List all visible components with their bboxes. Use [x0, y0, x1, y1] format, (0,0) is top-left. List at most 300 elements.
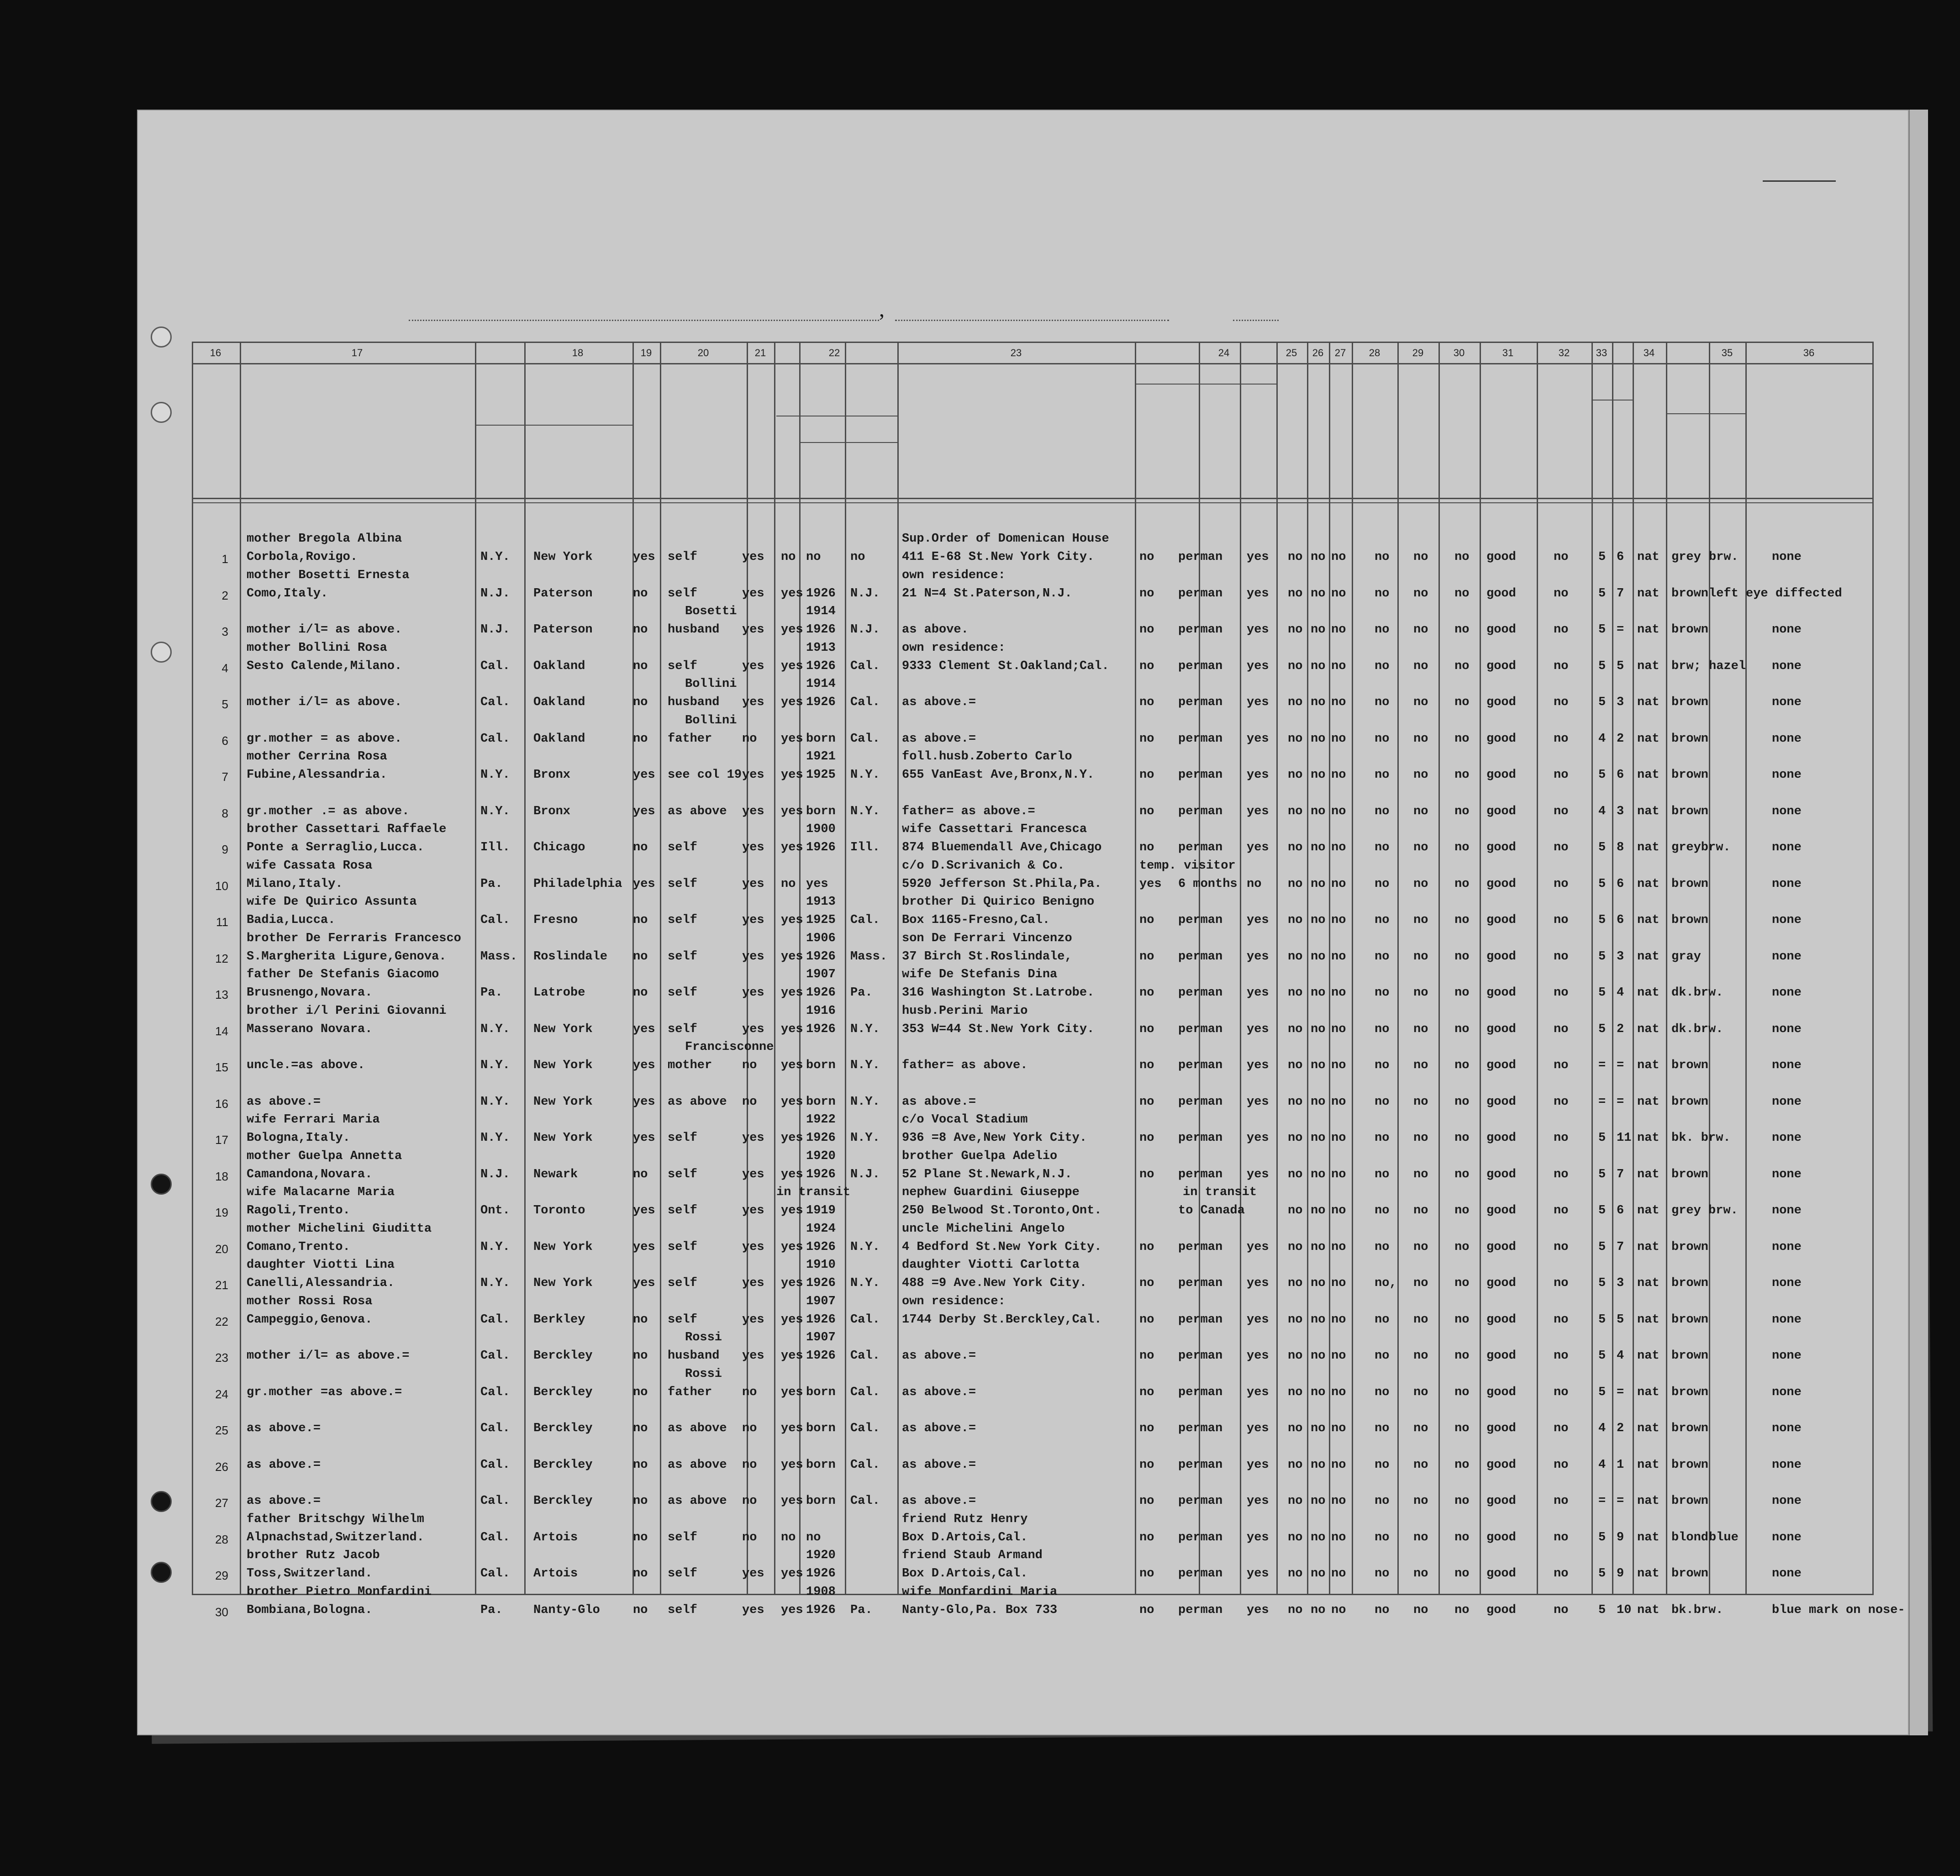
cell-before: yes — [781, 768, 803, 782]
column-number: 24 — [1218, 347, 1230, 358]
cell-paid: husband — [668, 1349, 720, 1363]
cell-paid: self — [668, 1567, 697, 1581]
column-number: 20 — [697, 347, 709, 358]
cell-c26: no — [1311, 659, 1326, 673]
cell-where: N.Y. — [850, 1276, 880, 1290]
cell-c28: no — [1375, 1603, 1390, 1617]
cell-inches: 6 — [1617, 550, 1624, 564]
column-number: 31 — [1502, 347, 1514, 358]
column-rule — [1240, 342, 1241, 1595]
cell-marks: none — [1772, 623, 1802, 637]
cell-inches: 2 — [1617, 1022, 1624, 1036]
cell-inches: = — [1617, 1059, 1624, 1072]
cell-c25: no — [1288, 1385, 1303, 1399]
cell-period: 1919 — [806, 1204, 836, 1217]
joining-address: father= as above.= — [902, 804, 1035, 818]
column-rule — [1329, 342, 1330, 1595]
relative-name: brother Cassettari Raffaele — [247, 822, 447, 836]
cell-state: N.Y. — [480, 1095, 510, 1109]
cell-health: good — [1486, 1167, 1516, 1181]
cell-eyes: hazel — [1709, 659, 1746, 673]
cell-hair: brown — [1671, 1167, 1709, 1181]
cell-before: yes — [781, 732, 803, 746]
cell-paid: mother — [668, 1059, 712, 1072]
cell-ticket: yes — [633, 877, 655, 891]
cell-p2: perman — [1178, 1095, 1223, 1109]
cell-period: 1926 — [806, 949, 836, 964]
joining-relative: own residence: — [902, 641, 1006, 655]
cell-p3: yes — [1247, 623, 1269, 637]
cell-c25: no — [1288, 1312, 1303, 1327]
cell-c29: no — [1413, 1567, 1428, 1581]
cell-fifty: yes — [742, 659, 764, 673]
cell-state: Pa. — [480, 986, 503, 1000]
relative-name: brother i/l Perini Giovanni — [247, 1004, 447, 1018]
cell-c30: no — [1454, 550, 1470, 564]
cell-city: Berckley — [533, 1385, 593, 1399]
cell-period: 1926 — [806, 1567, 836, 1581]
cell-c26: no — [1311, 877, 1326, 891]
cell-marks: none — [1772, 1095, 1802, 1109]
cell-where: N.J. — [850, 1167, 880, 1181]
cell-c29: no — [1413, 1422, 1428, 1435]
cell-c25: no — [1288, 1095, 1303, 1109]
cell-deformed: no — [1554, 623, 1569, 637]
cell-p2: perman — [1178, 1167, 1223, 1181]
cell-state: Cal. — [480, 1312, 510, 1327]
paid-by-note: Rossi — [685, 1331, 722, 1344]
cell-fifty: yes — [742, 1131, 764, 1145]
header-bottom-rule2 — [192, 502, 1872, 503]
cell-fifty: yes — [742, 1567, 764, 1581]
cell-period: 1926 — [806, 1131, 836, 1145]
cell-c26: no — [1311, 1167, 1326, 1181]
paid-by-note: Rossi — [685, 1367, 722, 1381]
relative-name: brother De Ferraris Francesco — [247, 931, 461, 945]
cell-p2: perman — [1178, 949, 1223, 964]
cell-hair: brown — [1671, 1422, 1709, 1435]
cell-hair: brown — [1671, 1312, 1709, 1327]
cell-c25: no — [1288, 586, 1303, 601]
cell-ticket: no — [633, 732, 648, 746]
cell-c30: no — [1454, 1240, 1470, 1254]
joining-relative: husb.Perini Mario — [902, 1004, 1028, 1018]
cell-c29: no — [1413, 1131, 1428, 1145]
cell-where: Cal. — [850, 1422, 880, 1435]
cell-c26: no — [1311, 1567, 1326, 1581]
cell-hair: brown — [1671, 804, 1709, 818]
cell-deformed: no — [1554, 804, 1569, 818]
cell-complexion: nat — [1637, 1276, 1660, 1290]
transit-note: in transit — [1183, 1186, 1257, 1199]
row-number: 21 — [215, 1278, 228, 1292]
cell-c25: no — [1288, 913, 1303, 927]
cell-health: good — [1486, 1312, 1516, 1327]
column-rule — [1709, 342, 1710, 1595]
cell-fifty: no — [742, 1530, 757, 1544]
binder-hole — [151, 327, 172, 348]
cell-marks: none — [1772, 913, 1802, 927]
cell-c27: no — [1331, 1422, 1346, 1435]
cell-fifty: yes — [742, 623, 764, 637]
cell-c26: no — [1311, 1276, 1326, 1290]
cell-city: Paterson — [533, 586, 593, 601]
cell-fifty: yes — [742, 986, 764, 1000]
cell-deformed: no — [1554, 696, 1569, 709]
binder-hole — [151, 1174, 172, 1195]
cell-c28: no — [1375, 841, 1390, 854]
cell-c26: no — [1311, 804, 1326, 818]
cell-c25: no — [1288, 623, 1303, 637]
cell-p2: perman — [1178, 1530, 1223, 1544]
cell-city: New York — [533, 1131, 593, 1145]
cell-c27: no — [1331, 1349, 1346, 1363]
cell-hair: brown — [1671, 1095, 1709, 1109]
relative-address: Brusnengo,Novara. — [247, 986, 373, 1000]
hdr-inches — [1614, 441, 1633, 495]
cell-fifty: yes — [742, 1022, 764, 1036]
cell-complexion: nat — [1637, 913, 1660, 927]
cell-ticket: no — [633, 696, 648, 709]
relative-name: wife Cassata Rosa — [247, 859, 373, 873]
cell-feet: = — [1598, 1095, 1606, 1109]
colnum-rule — [192, 363, 1872, 364]
cell-state: N.Y. — [480, 1276, 510, 1290]
cell-state: N.J. — [480, 623, 510, 637]
cell-city: Toronto — [533, 1204, 585, 1217]
row-number: 22 — [215, 1314, 228, 1328]
cell-period: 1926 — [806, 1276, 836, 1290]
cell-marks: none — [1772, 1422, 1802, 1435]
cell-before: yes — [781, 1276, 803, 1290]
relative-address: Bologna,Italy. — [247, 1131, 350, 1145]
cell-p3: yes — [1247, 550, 1269, 564]
cell-c30: no — [1454, 1530, 1470, 1544]
cell-c26: no — [1311, 1458, 1326, 1472]
row-number: 29 — [215, 1569, 228, 1582]
cell-period: born — [806, 1095, 836, 1109]
cell-c26: no — [1311, 913, 1326, 927]
cell-p1: no — [1139, 913, 1154, 927]
cell-deformed: no — [1554, 1422, 1569, 1435]
column-rule — [1612, 342, 1613, 1595]
cell-paid: father — [668, 732, 712, 746]
relative-name: father De Stefanis Giacomo — [247, 968, 439, 981]
cell-p1: no — [1139, 1059, 1154, 1072]
cell-inches: = — [1617, 1095, 1624, 1109]
cell-before: yes — [781, 949, 803, 964]
cell-health: good — [1486, 1095, 1516, 1109]
cell-c25: no — [1288, 1131, 1303, 1145]
joining-address: Nanty-Glo,Pa. Box 733 — [902, 1603, 1058, 1617]
cell-ticket: no — [633, 623, 648, 637]
column-rule — [1307, 342, 1308, 1595]
row-number: 18 — [215, 1169, 228, 1183]
paid-by-note: Bosetti — [685, 605, 737, 618]
cell-c27: no — [1331, 1131, 1346, 1145]
joining-address: 936 =8 Ave,New York City. — [902, 1131, 1087, 1145]
joining-relative: c/o D.Scrivanich & Co. — [902, 859, 1065, 873]
cell-c26: no — [1311, 1312, 1326, 1327]
cell-marks: none — [1772, 659, 1802, 673]
cell-feet: 4 — [1598, 1458, 1606, 1472]
row-number: 24 — [215, 1387, 228, 1401]
cell-complexion: nat — [1637, 1494, 1660, 1508]
cell-inches: 7 — [1617, 1167, 1624, 1181]
cell-health: good — [1486, 1530, 1516, 1544]
cell-c25: no — [1288, 1167, 1303, 1181]
column-number: 23 — [1010, 347, 1022, 358]
cell-p1: no — [1139, 1422, 1154, 1435]
cell-marks: none — [1772, 877, 1802, 891]
cell-c29: no — [1413, 1059, 1428, 1072]
cell-city: New York — [533, 1095, 593, 1109]
cell-period: 1926 — [806, 659, 836, 673]
cell-p3: yes — [1247, 1603, 1269, 1617]
cell-paid: self — [668, 1167, 697, 1181]
previous-year: 1916 — [806, 1004, 836, 1018]
row-number: 8 — [221, 806, 228, 820]
cell-c29: no — [1413, 659, 1428, 673]
cell-c27: no — [1331, 1603, 1346, 1617]
cell-where: N.J. — [850, 586, 880, 601]
cell-c28: no — [1375, 1494, 1390, 1508]
cell-where: Cal. — [850, 1349, 880, 1363]
column-rule — [1352, 342, 1353, 1595]
cell-inches: = — [1617, 1494, 1624, 1508]
cell-city: Berckley — [533, 1349, 593, 1363]
cell-paid: self — [668, 1204, 697, 1217]
cell-c27: no — [1331, 1494, 1346, 1508]
cell-p2: perman — [1178, 804, 1223, 818]
cell-state: Pa. — [480, 877, 503, 891]
cell-c29: no — [1413, 1312, 1428, 1327]
header-sub-rule — [475, 425, 632, 426]
cell-health: good — [1486, 623, 1516, 637]
cell-c29: no — [1413, 1022, 1428, 1036]
cell-p2: to Canada — [1178, 1204, 1245, 1217]
row-number: 2 — [221, 588, 228, 602]
row-number: 9 — [221, 843, 228, 856]
cell-p2: perman — [1178, 1567, 1223, 1581]
cell-deformed: no — [1554, 1567, 1569, 1581]
cell-p3: yes — [1247, 913, 1269, 927]
cell-paid: as above — [668, 1095, 727, 1109]
cell-period: born — [806, 1385, 836, 1399]
cell-state: N.J. — [480, 586, 510, 601]
cell-paid: self — [668, 949, 697, 964]
cell-c27: no — [1331, 1095, 1346, 1109]
cell-p3: no — [1247, 877, 1262, 891]
cell-complexion: nat — [1637, 1349, 1660, 1363]
cell-complexion: nat — [1637, 1059, 1660, 1072]
cell-feet: 5 — [1598, 1276, 1606, 1290]
joining-relative: brother Guelpa Adelio — [902, 1149, 1058, 1163]
cell-where: Pa. — [850, 1603, 873, 1617]
column-number: 33 — [1596, 347, 1607, 358]
cell-p3: yes — [1247, 1022, 1269, 1036]
cell-before: yes — [781, 1204, 803, 1217]
cell-c25: no — [1288, 1349, 1303, 1363]
cell-state: N.J. — [480, 1167, 510, 1181]
cell-c27: no — [1331, 986, 1346, 1000]
column-rule — [660, 342, 661, 1595]
cell-p1: no — [1139, 1095, 1154, 1109]
cell-c26: no — [1311, 1349, 1326, 1363]
cell-marks: none — [1772, 949, 1802, 964]
cell-c27: no — [1331, 1530, 1346, 1544]
cell-fifty: yes — [742, 841, 764, 854]
relative-name: wife Malacarne Maria — [247, 1186, 395, 1199]
cell-c28: no — [1375, 1567, 1390, 1581]
cell-city: Nanty-Glo — [533, 1603, 600, 1617]
cell-p1: no — [1139, 623, 1154, 637]
cell-paid: self — [668, 659, 697, 673]
cell-fifty: yes — [742, 1240, 764, 1254]
cell-c28: no — [1375, 732, 1390, 746]
joining-address: Box D.Artois,Cal. — [902, 1530, 1028, 1544]
cell-p1: no — [1139, 1312, 1154, 1327]
relative-name: mother Michelini Giuditta — [247, 1222, 432, 1236]
cell-complexion: nat — [1637, 659, 1660, 673]
cell-marks: none — [1772, 1530, 1802, 1544]
previous-year: 1906 — [806, 931, 836, 945]
cell-p2: perman — [1178, 550, 1223, 564]
cell-where: N.J. — [850, 623, 880, 637]
previous-year: 1900 — [806, 822, 836, 836]
cell-c28: no — [1375, 1458, 1390, 1472]
cell-p1: no — [1139, 659, 1154, 673]
row-number: 4 — [221, 661, 228, 675]
cell-ticket: yes — [633, 1095, 655, 1109]
cell-feet: 5 — [1598, 659, 1606, 673]
cell-marks: none — [1772, 1276, 1802, 1290]
relative-address: Bombiana,Bologna. — [247, 1603, 373, 1617]
cell-where: Pa. — [850, 986, 873, 1000]
cell-city: Oakland — [533, 732, 585, 746]
joining-address: 353 W=44 St.New York City. — [902, 1022, 1095, 1036]
cell-inches: 7 — [1617, 586, 1624, 601]
cell-c29: no — [1413, 1167, 1428, 1181]
cell-hair: grey brw. — [1671, 1204, 1738, 1217]
cell-p1: no — [1139, 1385, 1154, 1399]
relative-address: gr.mother .= as above. — [247, 804, 410, 818]
cell-health: good — [1486, 1240, 1516, 1254]
relative-address: mother i/l= as above. — [247, 623, 402, 637]
joining-address: 37 Birch St.Roslindale, — [902, 949, 1072, 964]
cell-before: yes — [781, 659, 803, 673]
cell-city: Paterson — [533, 623, 593, 637]
cell-c27: no — [1331, 1458, 1346, 1472]
cell-p1: no — [1139, 1567, 1154, 1581]
cell-c27: no — [1331, 841, 1346, 854]
cell-before: yes — [781, 1603, 803, 1617]
cell-city: Berckley — [533, 1458, 593, 1472]
relative-name: wife De Quirico Assunta — [247, 895, 417, 909]
relative-address: uncle.=as above. — [247, 1059, 365, 1072]
cell-where: Cal. — [850, 732, 880, 746]
joining-relative: c/o Vocal Stadium — [902, 1113, 1028, 1127]
joining-relative: friend Staub Armand — [902, 1549, 1043, 1562]
cell-city: New York — [533, 1240, 593, 1254]
cell-complexion: nat — [1637, 1603, 1660, 1617]
cell-paid: self — [668, 1022, 697, 1036]
cell-p1: no — [1139, 949, 1154, 964]
cell-c30: no — [1454, 1567, 1470, 1581]
cell-p1: no — [1139, 768, 1154, 782]
cell-hair: bk. brw. — [1671, 1131, 1731, 1145]
cell-inches: 3 — [1617, 949, 1624, 964]
cell-city: New York — [533, 550, 593, 564]
cell-deformed: no — [1554, 1349, 1569, 1363]
joining-address: father= as above. — [902, 1059, 1028, 1072]
cell-health: good — [1486, 949, 1516, 964]
relative-address: Ponte a Serraglio,Lucca. — [247, 841, 424, 854]
cell-marks: none — [1772, 1312, 1802, 1327]
cell-ticket: yes — [633, 550, 655, 564]
cell-c30: no — [1454, 913, 1470, 927]
row-number: 12 — [215, 951, 228, 965]
cell-feet: = — [1598, 1059, 1606, 1072]
cell-ticket: no — [633, 949, 648, 964]
cell-c29: no — [1413, 1530, 1428, 1544]
cell-c27: no — [1331, 1276, 1346, 1290]
cell-before: yes — [781, 804, 803, 818]
relative-address: Corbola,Rovigo. — [247, 550, 358, 564]
column-rule — [1537, 342, 1538, 1595]
cell-state: Cal. — [480, 913, 510, 927]
cell-deformed: no — [1554, 1095, 1569, 1109]
cell-deformed: no — [1554, 841, 1569, 854]
cell-c27: no — [1331, 732, 1346, 746]
cell-deformed: no — [1554, 949, 1569, 964]
cell-ticket: no — [633, 1603, 648, 1617]
cell-c30: no — [1454, 949, 1470, 964]
joining-relative: own residence: — [902, 1294, 1006, 1308]
column-number: 30 — [1453, 347, 1465, 358]
cell-p3: yes — [1247, 1240, 1269, 1254]
relative-address: gr.mother =as above.= — [247, 1385, 402, 1399]
column-rule — [1438, 342, 1440, 1595]
relative-address: Toss,Switzerland. — [247, 1567, 373, 1581]
cell-c30: no — [1454, 1059, 1470, 1072]
cell-feet: 4 — [1598, 732, 1606, 746]
cell-where: N.Y. — [850, 1240, 880, 1254]
joining-address: 1744 Derby St.Berckley,Cal. — [902, 1312, 1102, 1327]
cell-city: New York — [533, 1059, 593, 1072]
cell-inches: 11 — [1617, 1131, 1632, 1145]
row-number: 30 — [215, 1605, 228, 1619]
joining-address: 52 Plane St.Newark,N.J. — [902, 1167, 1072, 1181]
cell-state: Cal. — [480, 659, 510, 673]
cell-hair: brown — [1671, 696, 1709, 709]
cell-c28: no — [1375, 623, 1390, 637]
cell-p1: no — [1139, 1022, 1154, 1036]
cell-where: Cal. — [850, 1494, 880, 1508]
cell-fifty: no — [742, 1095, 757, 1109]
cell-complexion: nat — [1637, 586, 1660, 601]
joining-relative: wife De Stefanis Dina — [902, 968, 1058, 981]
cell-c27: no — [1331, 696, 1346, 709]
column-number: 29 — [1412, 347, 1424, 358]
row-number: 14 — [215, 1024, 228, 1038]
cell-c27: no — [1331, 1385, 1346, 1399]
cell-paid: husband — [668, 696, 720, 709]
joining-address: as above. — [902, 623, 969, 637]
cell-complexion: nat — [1637, 1095, 1660, 1109]
cell-eyes: blue — [1709, 1530, 1739, 1544]
cell-deformed: no — [1554, 1240, 1569, 1254]
